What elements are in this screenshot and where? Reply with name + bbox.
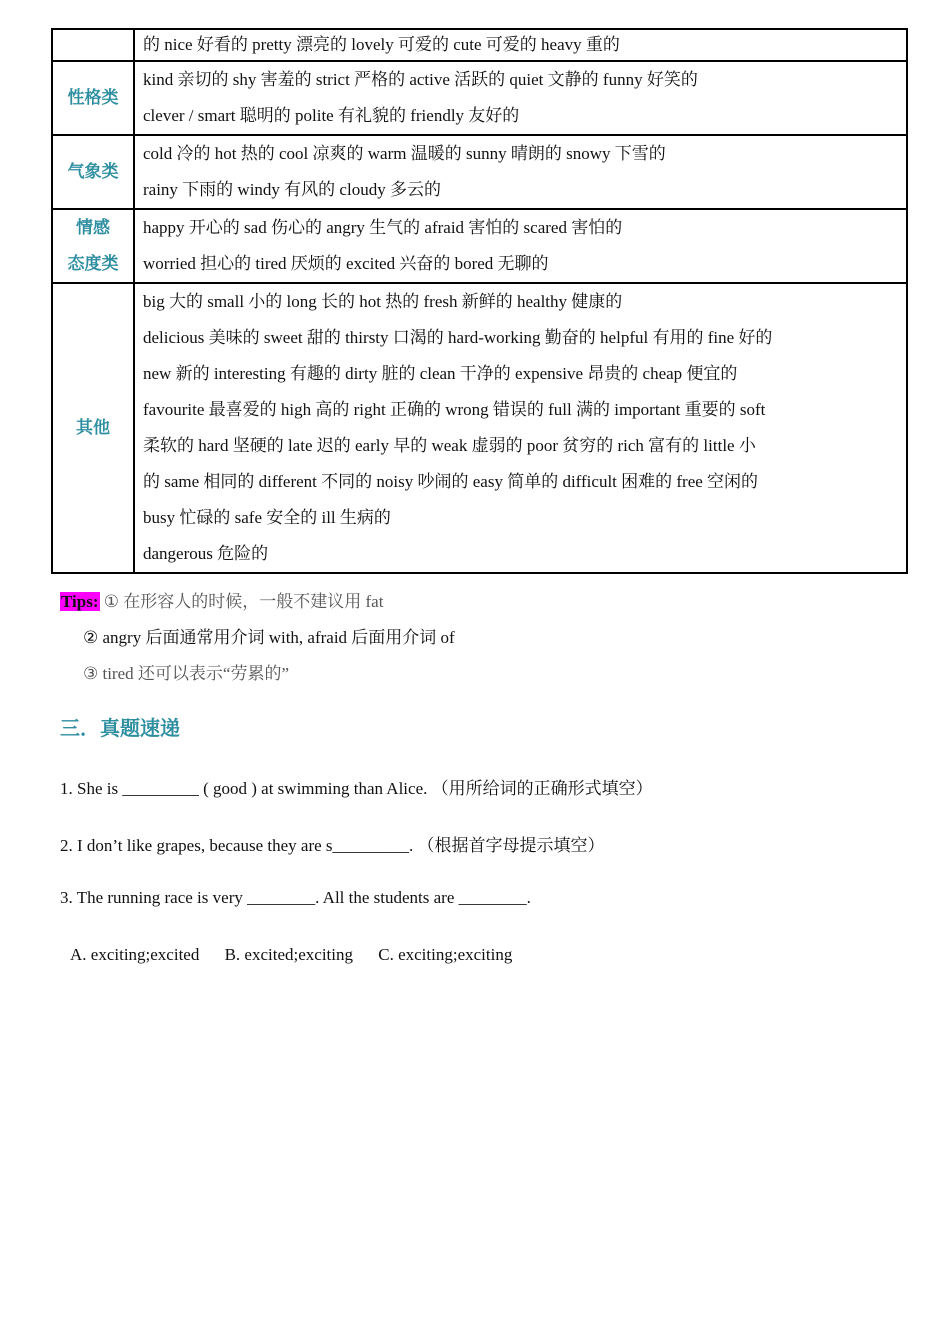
word-line: worried 担心的 tired 厌烦的 excited 兴奋的 bored 无聊的 — [143, 254, 549, 273]
category-label: 情感 — [76, 218, 110, 238]
word-line: clever / smart 聪明的 polite 有礼貌的 friendly 友好的 — [143, 106, 520, 125]
words-cell — [134, 209, 907, 283]
table-row — [52, 135, 907, 209]
word-line: cold 冷的 hot 热的 cool 凉爽的 warm 温暖的 sunny 晴朗的 snowy 下雪的 — [143, 144, 666, 163]
answer-options — [70, 945, 533, 965]
words-cell — [134, 61, 907, 135]
table-row — [52, 29, 907, 61]
tip-line — [60, 584, 455, 620]
question-1: 1. She is _________ ( good ) at swimming than Alice. （用所给词的正确形式填空） — [60, 779, 653, 798]
section-title: 三．真题速递 — [60, 716, 180, 740]
question-2: 2. I don’t like grapes, because they are s_________. （根据首字母提示填空） — [60, 836, 605, 855]
table-row — [52, 283, 907, 573]
words-cell — [134, 283, 907, 573]
word-line: favourite 最喜爱的 high 高的 right 正确的 wrong 错误的 full 满的 important 重要的 soft — [143, 400, 766, 419]
word-line: dangerous 危险的 — [143, 544, 269, 563]
category-label: 其他 — [76, 418, 110, 438]
option-b: B. excited;exciting — [224, 945, 353, 964]
category-label: 性格类 — [67, 88, 119, 108]
table-row — [52, 61, 907, 135]
word-line: delicious 美味的 sweet 甜的 thirsty 口渴的 hard-working 勤奋的 helpful 有用的 fine 好的 — [143, 328, 773, 347]
word-line: rainy 下雨的 windy 有风的 cloudy 多云的 — [143, 180, 441, 199]
word-line: happy 开心的 sad 伤心的 angry 生气的 afraid 害怕的 scared 害怕的 — [143, 218, 623, 237]
tips-label: Tips: — [61, 592, 99, 611]
word-line: 柔软的 hard 坚硬的 late 迟的 early 早的 weak 虚弱的 poor 贫穷的 rich 富有的 little 小 — [143, 436, 756, 455]
tips-block — [60, 584, 455, 692]
words-cell — [134, 29, 907, 61]
category-cell — [52, 61, 134, 135]
category-label: 态度类 — [67, 254, 119, 274]
tip-line: ③ tired 还可以表示“劳累的” — [83, 664, 289, 683]
category-label: 气象类 — [67, 162, 119, 182]
option-a: A. exciting;excited — [70, 945, 200, 964]
tip-line: ② angry 后面通常用介词 with, afraid 后面用介词 of — [83, 628, 455, 647]
tip-text: ① 在形容人的时候，一般不建议用 fat — [99, 592, 384, 611]
words-cell — [134, 135, 907, 209]
category-cell — [52, 283, 134, 573]
word-line: new 新的 interesting 有趣的 dirty 脏的 clean 干净的 expensive 昂贵的 cheap 便宜的 — [143, 364, 738, 383]
word-line: busy 忙碌的 safe 安全的 ill 生病的 — [143, 508, 391, 527]
word-line: kind 亲切的 shy 害羞的 strict 严格的 active 活跃的 quiet 文静的 funny 好笑的 — [143, 70, 698, 89]
question-3: 3. The running race is very ________. All the students are ________. — [60, 888, 531, 907]
vocabulary-table — [51, 28, 908, 574]
category-cell — [52, 135, 134, 209]
word-line: 的 nice 好看的 pretty 漂亮的 lovely 可爱的 cute 可爱的 heavy 重的 — [143, 35, 620, 54]
option-c: C. exciting;exciting — [378, 945, 513, 964]
table-row — [52, 209, 907, 283]
category-cell — [52, 209, 134, 283]
word-line: big 大的 small 小的 long 长的 hot 热的 fresh 新鲜的 healthy 健康的 — [143, 292, 623, 311]
word-line: 的 same 相同的 different 不同的 noisy 吵闹的 easy 简单的 difficult 困难的 free 空闲的 — [143, 472, 759, 491]
category-cell — [52, 29, 134, 61]
